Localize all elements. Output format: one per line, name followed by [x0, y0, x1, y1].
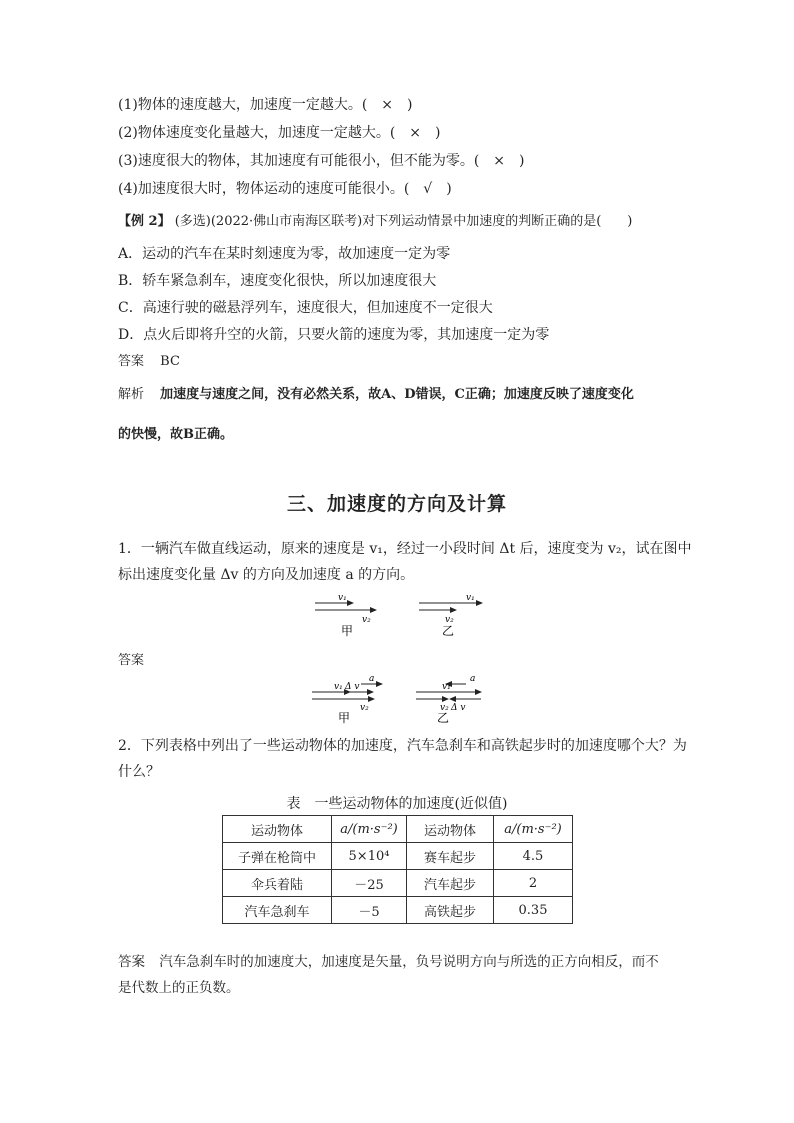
table-cell: 5×10⁴: [332, 843, 407, 870]
table-cell: 汽车起步: [407, 870, 494, 897]
table-header-row: [223, 816, 573, 843]
a-yi-v1-label: v₁: [442, 682, 451, 692]
table-cell: 汽车急刹车: [223, 897, 332, 924]
judgment-item-1: (1)物体的速度越大，加速度一定越大。( × ): [118, 97, 413, 113]
answer-label: 答案: [118, 354, 145, 369]
table-header-cell: a/(m·s⁻²): [332, 816, 407, 843]
option-a: A．运动的汽车在某时刻速度为零，故加速度一定为零: [118, 246, 451, 262]
a-jia-v2-label: v₂: [360, 703, 369, 713]
answer-value: BC: [160, 354, 180, 369]
a-yi-dv-label: Δ v: [451, 703, 466, 713]
table-cell: 子弹在枪筒中: [223, 843, 332, 870]
q-yi-v2-label: v₂: [445, 615, 454, 625]
table-caption: 表 一些运动物体的加速度(近似值): [286, 796, 508, 812]
q-jia-label: 甲: [341, 624, 354, 638]
table-row: [223, 870, 573, 897]
acceleration-table: [222, 815, 573, 924]
q-yi-v1-label: v₁: [466, 593, 475, 603]
a-jia-v1-label: v₁: [334, 682, 343, 692]
judgment-item-3: (3)速度很大的物体，其加速度有可能很小，但不能为零。( × ): [118, 153, 525, 169]
q-jia-v2-label: v₂: [362, 615, 371, 625]
table-cell: 赛车起步: [407, 843, 494, 870]
q2-line-2: 什么？: [118, 764, 160, 780]
table-cell: 2: [494, 870, 573, 897]
section-title: 三、加速度的方向及计算: [286, 493, 507, 515]
q1-line-2: 标出速度变化量 Δv 的方向及加速度 a 的方向。: [118, 567, 415, 583]
judgment-item-4: (4)加速度很大时，物体运动的速度可能很小。( √ ): [118, 181, 452, 197]
example-question-text: (多选)(2022·佛山市南海区联考)对下列运动情景中加速度的判断正确的是( ): [174, 214, 633, 229]
q2-answer-line-2: 是代数上的正负数。: [118, 980, 240, 996]
q1-line-1: 1．一辆汽车做直线运动，原来的速度是 v₁，经过一小段时间 Δt 后，速度变为 v₂，试在图中: [118, 541, 692, 557]
q2-answer-label: 答案: [118, 954, 145, 970]
analysis-line-2: 的快慢，故B正确。: [118, 427, 233, 442]
q-yi-label: 乙: [442, 624, 455, 638]
a-yi-a-label: a: [470, 674, 476, 684]
table-header-cell: a/(m·s⁻²): [494, 816, 573, 843]
q2-answer-text-1: 汽车急刹车时的加速度大，加速度是矢量，负号说明方向与所选的正方向相反，而不: [159, 954, 659, 970]
judgment-item-2: (2)物体速度变化量越大，加速度一定越大。( × ): [118, 125, 441, 141]
a-jia-a-label: a: [369, 674, 375, 684]
a-yi-v2-label: v₂: [440, 703, 449, 713]
table-row: [223, 897, 573, 924]
q-jia-v1-label: v₁: [338, 593, 347, 603]
analysis-text-1: 加速度与速度之间，没有必然关系，故A、D错误，C正确；加速度反映了速度变化: [160, 387, 634, 402]
a-yi-label: 乙: [437, 711, 450, 725]
table-cell: －25: [332, 870, 407, 897]
table-cell: 伞兵着陆: [223, 870, 332, 897]
table-cell: 0.35: [494, 897, 573, 924]
option-b: B．轿车紧急刹车，速度变化很快，所以加速度很大: [118, 273, 437, 289]
q2-answer-line-1: [118, 953, 659, 971]
example-tag: 【例 2】: [118, 214, 171, 229]
table-cell: －5: [332, 897, 407, 924]
table-cell: 4.5: [494, 843, 573, 870]
table-cell: 高铁起步: [407, 897, 494, 924]
q1-answer-label: 答案: [118, 653, 145, 668]
a-jia-dv-label: Δ v: [345, 682, 360, 692]
option-c: C．高速行驶的磁悬浮列车，速度很大，但加速度不一定很大: [118, 300, 493, 316]
a-jia-label: 甲: [338, 711, 351, 725]
table-header-cell: 运动物体: [223, 816, 332, 843]
option-d: D．点火后即将升空的火箭，只要火箭的速度为零，其加速度一定为零: [118, 327, 550, 343]
analysis-label: 解析: [118, 387, 145, 402]
table-header-cell: 运动物体: [407, 816, 494, 843]
table-row: [223, 843, 573, 870]
q2-line-1: 2．下列表格中列出了一些运动物体的加速度，汽车急刹车和高铁起步时的加速度哪个大？为: [118, 738, 687, 754]
